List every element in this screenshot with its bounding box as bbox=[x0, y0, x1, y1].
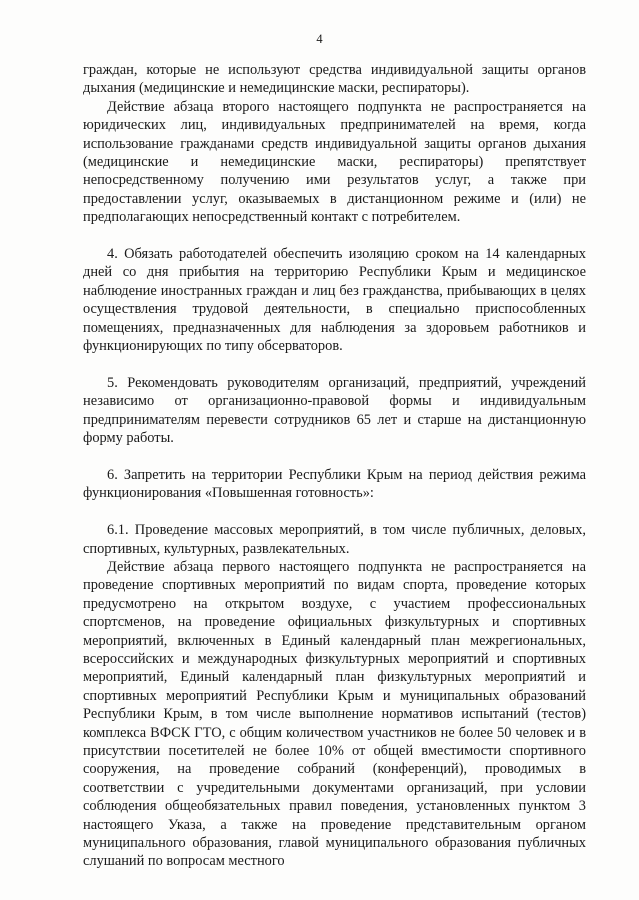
paragraph-exception-masks: Действие абзаца второго настоящего подпункта не распространяется на юридических лиц, индивидуальных предпринимателей на время, когда использование гражданами средств индивидуальной защиты органов дыхания (медицинские и немедицинские маски, респираторы) препятствует непосредственному получению ими результатов услуг, а также при предоставлении услуг, оказываемых в дистанционном режиме и (или) не предполагающих непосредственный контакт с потребителем. bbox=[83, 98, 586, 226]
paragraph-continuation: граждан, которые не используют средства индивидуальной защиты органов дыхания (медицинские и немедицинские маски, респираторы). bbox=[83, 62, 586, 97]
paragraph-item-6: 6. Запретить на территории Республики Крым на период действия режима функционирования «Повышенная готовность»: bbox=[83, 466, 586, 502]
paragraph-item-5: 5. Рекомендовать руководителям организаций, предприятий, учреждений независимо от организационно-правовой формы и индивидуальным предпринимателям перевести сотрудников 65 лет и старше на дистанционную форму работы. bbox=[83, 374, 586, 447]
paragraph-item-4: 4. Обязать работодателей обеспечить изоляцию сроком на 14 календарных дней со дня прибытия на территорию Республики Крым и медицинское наблюдение иностранных граждан и лиц без гражданства, прибывающих в целях осуществления трудовой деятельности, в специально приспособленных помещениях, предназначенных для наблюдения за здоровьем работников и функционирующих по типу обсерваторов. bbox=[83, 246, 586, 355]
document-body bbox=[83, 61, 586, 871]
paragraph-exception-events: Действие абзаца первого настоящего подпункта не распространяется на проведение спортивных мероприятий по видам спорта, проведение которых предусмотрено на открытом воздухе, с участием профессиональных спортсменов, на проведение официальных физкультурных и спортивных мероприятий, включенных в Единый календарный план межрегиональных, всероссийских и международных физкультурных мероприятий и спортивных мероприятий, Единый календарный план физкультурных мероприятий и спортивных мероприятий Республики Крым и муниципальных образований Республики Крым, в том числе выполнение нормативов испытаний (тестов) комплекса ВФСК ГТО, с общим количеством участников не более 50 человек и в присутствии посетителей не более 10% от общей вместимости спортивного сооружения, на проведение собраний (конференций), проводимых в соответствии с учредительными документами организаций, при условии соблюдения общеобязательных правил поведения, установленных пунктом 3 настоящего Указа, а также на проведение представительным органом муниципального образования, главой муниципального образования публичных слушаний по вопросам местного bbox=[83, 558, 586, 870]
paragraph-item-6-1: 6.1. Проведение массовых мероприятий, в том числе публичных, деловых, спортивных, культурных, развлекательных. bbox=[83, 522, 586, 557]
page-number: 4 bbox=[316, 32, 323, 46]
